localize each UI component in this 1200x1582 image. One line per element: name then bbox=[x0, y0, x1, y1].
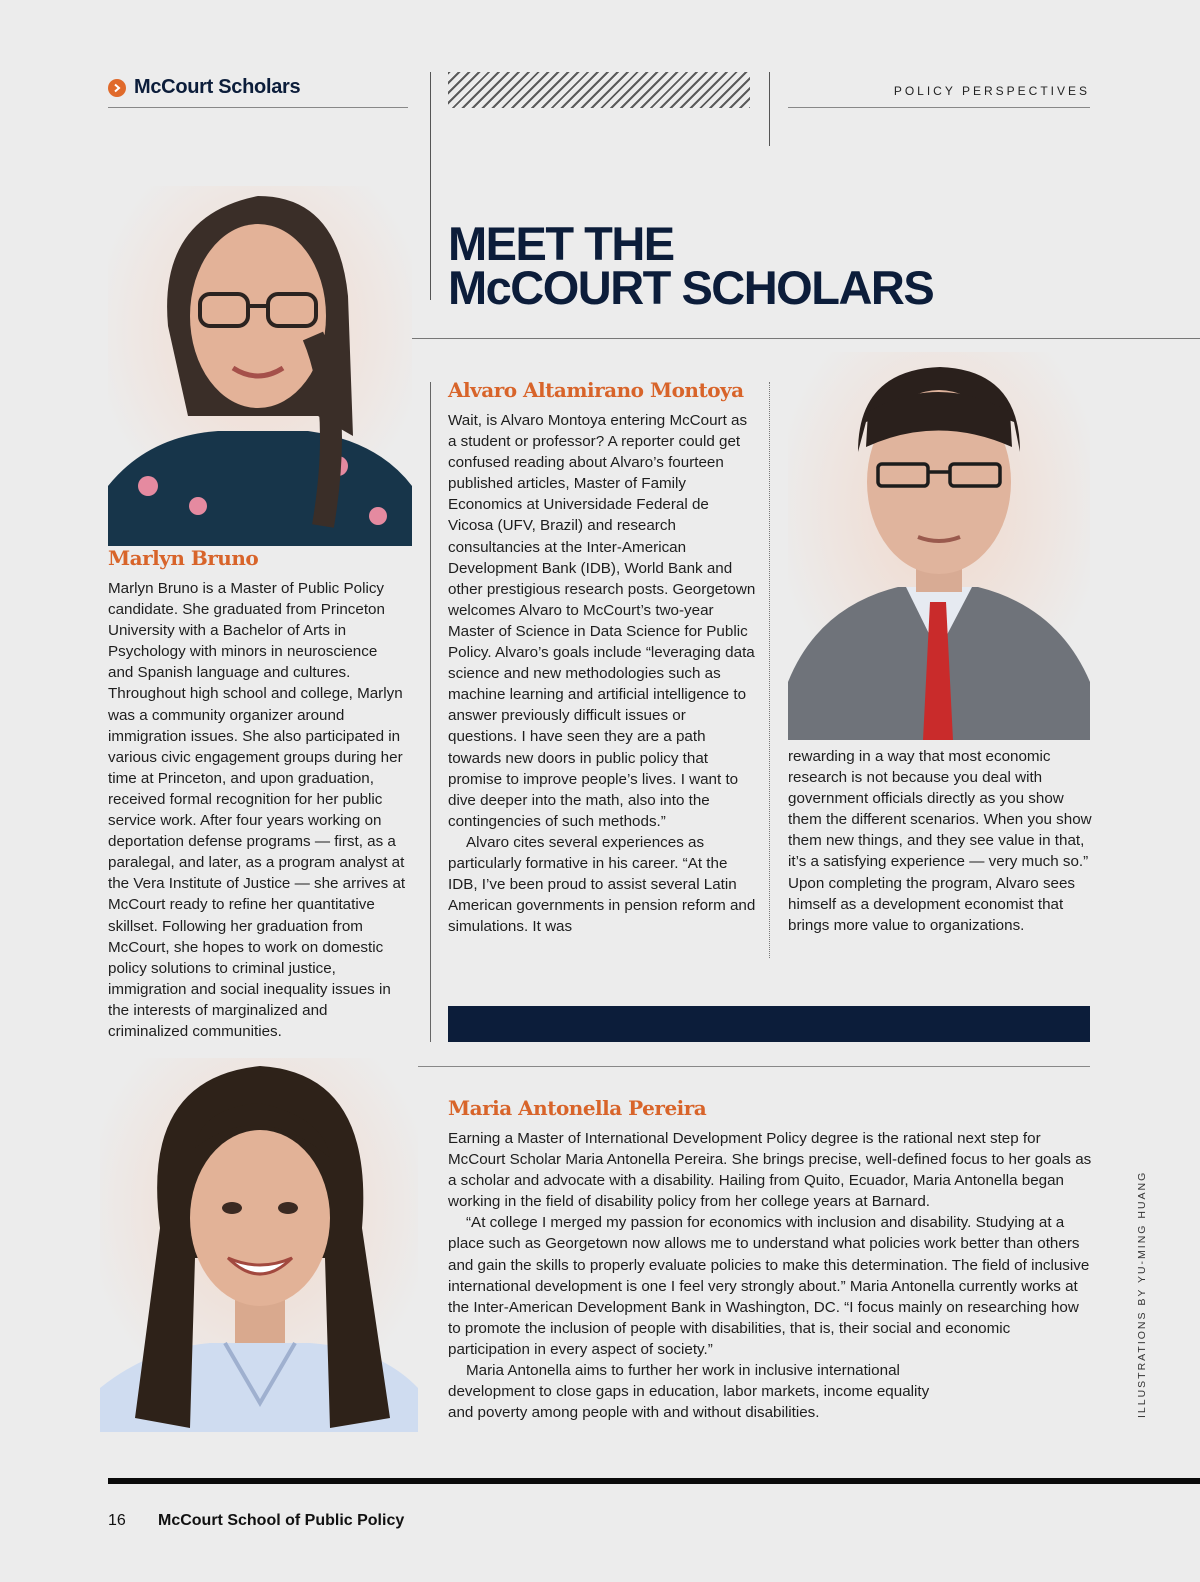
hatch-pattern bbox=[448, 72, 750, 108]
scholar-bio-maria-antonella-pereira bbox=[448, 1128, 1094, 1423]
page-number: 16 bbox=[108, 1512, 126, 1529]
section-label-text: McCourt Scholars bbox=[134, 76, 301, 98]
column-divider bbox=[430, 382, 431, 1042]
portrait-alvaro-montoya bbox=[788, 352, 1090, 740]
header-rule-right bbox=[788, 107, 1090, 108]
bio-paragraph: Maria Antonella aims to further her work in inclusive international development to close gaps in education, labor markets, income equality and poverty among people with and without disabilities. bbox=[448, 1362, 930, 1422]
bio-paragraph: Marlyn Bruno is a Master of Public Policy candidate. She graduated from Princeton University with a Bachelor of Arts in Psychology with minors in neuroscience and Spanish language and cultures. Throughout high school and college, Marlyn was a community organizer around immigration issues. She also participated in various civic engagement groups during her time at Princeton, and upon graduation, received formal recognition for her public service work. After four years working on deportation defense programs — first, as a paralegal, and later, as a program analyst at the Vera Institute of Justice — she arrives at McCourt ready to refine her quantitative skillset. Following her graduation from McCourt, she hopes to work on domestic policy solutions to criminal justice, immigration and social inequality issues in the interests of marginalized and criminalized communities. bbox=[108, 580, 406, 1040]
header-divider-right bbox=[769, 72, 770, 146]
portrait-marlyn-bruno bbox=[108, 186, 412, 546]
navy-divider-bar bbox=[448, 1006, 1090, 1042]
section-label bbox=[108, 76, 300, 99]
illustration-credit: ILLUSTRATIONS BY YU-MING HUANG bbox=[1136, 1170, 1148, 1418]
bio-paragraph: “At college I merged my passion for economics with inclusion and disability. Studying at a place such as Georgetown now allows me to understand what policies work better than others and gain the skills to properly evaluate policies to make this determination. The field of inclusive international development is one I feel very strongly about.” Maria Antonella currently works at the Inter-American Development Bank in Washington, DC. “I focus mainly on researching how to promote the inclusion of people with disabilities, that is, their social and economic participation in every aspect of society.” bbox=[448, 1214, 1090, 1358]
header-divider-left bbox=[430, 72, 431, 300]
scholar-name-alvaro-montoya: Alvaro Altamirano Montoya bbox=[448, 378, 744, 402]
page-title-line2: McCOURT SCHOLARS bbox=[448, 261, 934, 314]
portrait-maria-antonella-pereira bbox=[100, 1058, 418, 1432]
scholar-bio-marlyn-bruno bbox=[108, 578, 406, 1042]
page-title bbox=[448, 217, 934, 314]
bio-paragraph: Earning a Master of International Development Policy degree is the rational next step for McCourt Scholar Maria Antonella Pereira. She brings precise, well-defined focus to her goals as a scholar and advocate with a disability. Hailing from Quito, Ecuador, Maria Antonella began working in the field of disability policy from her college years at Barnard. bbox=[448, 1130, 1092, 1211]
bio-paragraph: Alvaro cites several experiences as particularly formative in his career. “At the IDB, I’ve been proud to assist several Latin American governments in pension reform and simulations. It was bbox=[448, 833, 756, 936]
header-rule-left bbox=[108, 107, 408, 108]
chevron-right-icon bbox=[108, 79, 126, 97]
page-title-line1: MEET THE bbox=[448, 217, 674, 270]
scholar-bio-alvaro-montoya-continued bbox=[788, 746, 1092, 936]
scholar-bio-alvaro-montoya bbox=[448, 410, 756, 937]
column-divider-dotted bbox=[769, 382, 770, 958]
scholar-name-maria-antonella-pereira: Maria Antonella Pereira bbox=[448, 1096, 707, 1120]
scholar-name-marlyn-bruno: Marlyn Bruno bbox=[108, 546, 259, 570]
publication-title: McCourt School of Public Policy bbox=[158, 1512, 405, 1529]
section-name: POLICY PERSPECTIVES bbox=[893, 84, 1090, 98]
bio-paragraph: rewarding in a way that most economic research is not because you deal with government officials directly as you show them the different scenarios. When you show them new things, and they see value in that, it’s a satisfying experience — very much so.” Upon completing the program, Alvaro sees himself as a development economist that brings more value to organizations. bbox=[788, 748, 1092, 934]
bio-paragraph: Wait, is Alvaro Montoya entering McCourt as a student or professor? A reporter could get confused reading about Alvaro’s fourteen published articles, Master of Family Economics at Universidade Federal de Vicosa (UFV, Brazil) and research consultancies at the Inter-American Development Bank (IDB), World Bank and other prestigious research posts. Georgetown welcomes Alvaro to McCourt’s two-year Master of Science in Data Science for Public Policy. Alvaro’s goals include “leveraging data science and new methodologies such as machine learning and artificial intelligence to answer previously difficult issues or questions. I have seen they are a path towards new doors in public policy that promise to improve people’s lives. I want to dive deeper into the math, also into the contingencies of such methods.” bbox=[448, 412, 756, 830]
footer-bar bbox=[108, 1478, 1200, 1484]
